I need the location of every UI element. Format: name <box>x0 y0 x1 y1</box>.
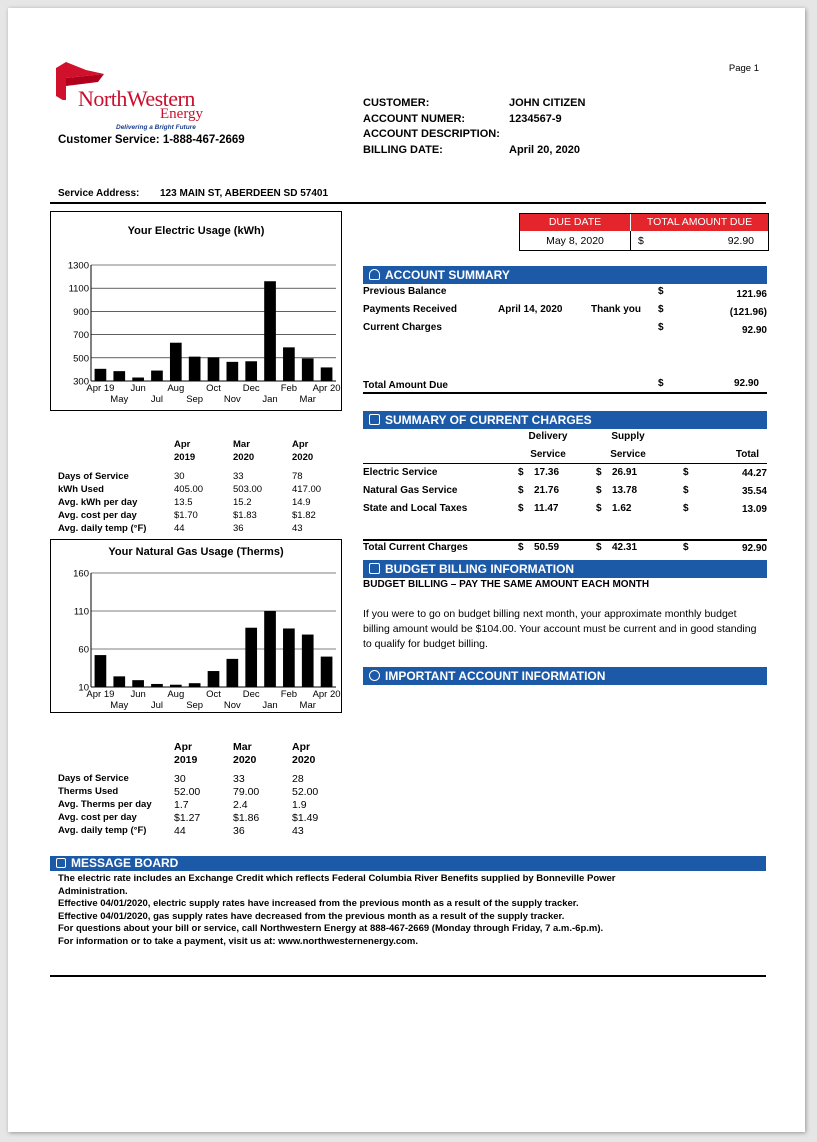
supply-amount: 13.78 <box>612 485 638 496</box>
stats-value: 405.00 <box>174 484 204 495</box>
x-tick-label: Apr 19 <box>86 689 115 700</box>
row-label: Current Charges <box>363 322 442 333</box>
stats-value: $1.27 <box>174 811 201 824</box>
bar <box>189 357 201 381</box>
stats-value: 2.4 <box>233 798 248 811</box>
account-summary-row <box>363 304 767 318</box>
stats-row <box>56 798 349 811</box>
currency: $ <box>683 485 689 496</box>
row-label: Natural Gas Service <box>363 485 458 496</box>
y-tick-label: 60 <box>78 644 89 656</box>
stats-value: 33 <box>233 471 244 482</box>
y-tick-label: 160 <box>73 568 89 580</box>
total-amount-due-label: Total Amount Due <box>363 380 448 391</box>
x-tick-label: Mar <box>299 700 316 711</box>
stats-label: Avg. daily temp (°F) <box>58 523 147 534</box>
y-tick-label: 300 <box>73 376 89 388</box>
stats-value: 33 <box>233 772 245 785</box>
customer-labels <box>363 96 500 158</box>
message-board-header <box>50 856 766 871</box>
stats-row <box>56 522 349 535</box>
divider <box>50 202 766 204</box>
grand-total: 92.90 <box>741 543 767 554</box>
bar <box>95 369 107 381</box>
billing-date: April 20, 2020 <box>509 143 580 156</box>
stats-value: 30 <box>174 471 185 482</box>
currency: $ <box>683 503 689 514</box>
delivery-amount: 21.76 <box>534 485 560 496</box>
stats-col-year: 2019 <box>174 753 198 766</box>
stats-value: 1.7 <box>174 798 189 811</box>
important-info-header <box>363 667 767 685</box>
company-logo <box>56 60 216 135</box>
stats-col-month: Apr <box>292 740 311 753</box>
total-amount-due: 92.90 <box>733 378 759 389</box>
stats-col-year: 2020 <box>292 753 316 766</box>
y-tick-label: 500 <box>73 353 89 365</box>
budget-billing-header <box>363 560 767 578</box>
currency: $ <box>596 467 602 478</box>
charge-row <box>363 503 767 517</box>
bar <box>245 361 257 381</box>
person-icon <box>369 269 380 280</box>
stats-value: 36 <box>233 824 245 837</box>
bar <box>170 343 182 381</box>
x-tick-label: May <box>110 394 129 405</box>
x-tick-label: Feb <box>280 689 298 700</box>
bill-page <box>8 8 805 1132</box>
stats-label: Therms Used <box>58 786 119 797</box>
due-date-label: DUE DATE <box>520 214 630 231</box>
stats-value: $1.82 <box>292 510 316 521</box>
bar <box>113 676 125 687</box>
stats-label: Days of Service <box>58 773 129 784</box>
logo-energy: Energy <box>160 106 204 122</box>
budget-text: If you were to go on budget billing next month, your approximate monthly budget billing amount would be $104.00. Your account must be current and in good standing to qualify for budget billing. <box>363 608 757 650</box>
stats-col-month: Mar <box>233 439 250 450</box>
stats-value: 15.2 <box>233 497 252 508</box>
row-amount: 92.90 <box>741 325 767 336</box>
message-line: Effective 04/01/2020, electric supply rates have increased from the previous month as a result of the supply tracker. <box>58 898 579 909</box>
currency: $ <box>683 467 689 478</box>
stats-row <box>56 496 349 509</box>
x-tick-label: Jul <box>150 394 164 405</box>
x-tick-label: Apr 19 <box>86 383 115 394</box>
currency: $ <box>518 503 524 514</box>
due-box <box>519 213 769 251</box>
x-tick-label: Jul <box>150 700 164 711</box>
divider <box>363 392 767 394</box>
stats-col-year: 2020 <box>233 452 255 463</box>
message-line: Effective 04/01/2020, gas supply rates have decreased from the previous month as a result of the supply tracker. <box>58 910 565 922</box>
account-number-label: ACCOUNT NUMER: <box>363 112 466 125</box>
x-tick-label: Jan <box>262 394 278 405</box>
currency: $ <box>683 542 689 553</box>
stats-value: 52.00 <box>292 785 319 798</box>
stats-value: 43 <box>292 523 303 534</box>
delivery-total: 50.59 <box>534 542 560 553</box>
x-tick-label: Jan <box>262 700 278 711</box>
service-address: 123 MAIN ST, ABERDEEN SD 57401 <box>160 188 329 199</box>
stats-value: $1.83 <box>233 510 257 521</box>
billing-date-label: BILLING DATE: <box>363 143 443 156</box>
stats-value: 44 <box>174 824 186 837</box>
supply-header-2: Service <box>610 449 646 460</box>
page-label: Page 1 <box>728 63 759 74</box>
x-tick-label: Sep <box>186 700 204 711</box>
currency: $ <box>596 503 602 514</box>
supply-amount: 1.62 <box>612 503 632 514</box>
section-title: ACCOUNT SUMMARY <box>385 268 510 282</box>
bar <box>208 357 220 381</box>
gas-stats <box>56 740 349 837</box>
row-amount: (121.96) <box>729 307 767 318</box>
electric-usage-chart <box>50 211 342 411</box>
section-title: IMPORTANT ACCOUNT INFORMATION <box>385 669 606 683</box>
stats-label: kWh Used <box>58 484 104 495</box>
y-tick-label: 1300 <box>67 260 89 272</box>
bar <box>132 680 144 687</box>
divider <box>630 231 631 250</box>
section-title: BUDGET BILLING INFORMATION <box>385 562 575 576</box>
bar <box>321 657 333 687</box>
bar <box>264 281 276 381</box>
bar <box>264 611 276 687</box>
stats-label: Days of Service <box>58 471 129 482</box>
x-tick-label: Apr 20 <box>312 689 341 700</box>
gas-usage-chart <box>50 539 342 713</box>
stats-row <box>56 470 349 483</box>
currency: $ <box>518 485 524 496</box>
delivery-amount: 17.36 <box>534 467 560 478</box>
x-tick-label: Jun <box>130 383 146 394</box>
electric-chart-plot <box>51 212 341 410</box>
stats-row <box>56 772 349 785</box>
stats-value: 52.00 <box>174 785 201 798</box>
x-tick-label: Dec <box>242 383 260 394</box>
charges-total-row <box>363 542 767 556</box>
section-title: SUMMARY OF CURRENT CHARGES <box>385 413 592 427</box>
stats-value: 30 <box>174 772 186 785</box>
bar <box>208 671 220 687</box>
stats-row <box>56 509 349 522</box>
row-label: Payments Received <box>363 304 457 315</box>
divider <box>363 539 767 541</box>
stats-row <box>56 811 349 824</box>
bar <box>95 655 107 687</box>
divider <box>50 975 766 977</box>
account-number: 1234567-9 <box>509 112 562 125</box>
badge-icon <box>369 563 380 574</box>
row-label: Electric Service <box>363 467 438 478</box>
stats-label: Avg. daily temp (°F) <box>58 825 147 836</box>
stats-value: $1.49 <box>292 811 319 824</box>
delivery-amount: 11.47 <box>534 503 559 514</box>
stats-value: 1.9 <box>292 798 307 811</box>
bar <box>151 684 163 687</box>
stats-label: Avg. kWh per day <box>58 497 138 508</box>
message-line: For questions about your bill or service, call Northwestern Energy at 888-467-2669 (Monday through Friday, 7 a.m.-6p.m). For information or to take a payment, visit us at: www.northwesternenergy.com. <box>58 923 604 947</box>
currency: $ <box>596 542 602 553</box>
charge-row <box>363 467 767 481</box>
currency: $ <box>658 286 664 297</box>
currency: $ <box>596 485 602 496</box>
divider <box>363 463 767 464</box>
chart-title: Your Electric Usage (kWh) <box>127 225 265 237</box>
total-amount: 35.54 <box>741 486 767 497</box>
message-board-text <box>58 873 618 948</box>
total-due-label: TOTAL AMOUNT DUE <box>631 214 768 231</box>
row-date: April 14, 2020 <box>498 304 563 315</box>
row-amount: 121.96 <box>736 289 767 300</box>
delivery-header-2: Service <box>530 449 566 460</box>
bar <box>302 358 314 381</box>
logo-tagline: Delivering a Bright Future <box>116 124 196 131</box>
stats-value: 28 <box>292 772 304 785</box>
logo-western: Western <box>126 86 195 111</box>
message-line: The electric rate includes an Exchange Credit which reflects Federal Columbia River Benefits supplied by Bonneville Power Administration. <box>58 873 616 897</box>
x-tick-label: Oct <box>206 689 221 700</box>
stats-value: 417.00 <box>292 484 322 495</box>
row-label: Total Current Charges <box>363 542 468 553</box>
bar <box>132 378 144 381</box>
stats-value: 79.00 <box>233 785 260 798</box>
current-charges-header <box>363 411 767 429</box>
stats-value: 36 <box>233 523 244 534</box>
stats-value: 13.5 <box>174 497 193 508</box>
stats-value: 43 <box>292 824 304 837</box>
x-tick-label: Oct <box>206 383 221 394</box>
edit-icon <box>369 414 380 425</box>
due-date: May 8, 2020 <box>546 235 604 247</box>
stats-value: $1.70 <box>174 510 198 521</box>
x-tick-label: Aug <box>167 689 185 700</box>
x-tick-label: Aug <box>167 383 185 394</box>
customer-values <box>509 96 585 158</box>
stats-col-month: Apr <box>174 740 193 753</box>
row-label: State and Local Taxes <box>363 503 468 514</box>
supply-total: 42.31 <box>612 542 638 553</box>
x-tick-label: Jun <box>130 689 146 700</box>
currency: $ <box>638 235 644 247</box>
stats-col-year: 2020 <box>233 753 257 766</box>
stats-value: 78 <box>292 471 303 482</box>
stats-col-month: Apr <box>174 439 191 450</box>
bar <box>283 347 295 381</box>
stats-label: Avg. cost per day <box>58 812 137 823</box>
account-description-label: ACCOUNT DESCRIPTION: <box>363 128 500 140</box>
charge-row <box>363 485 767 499</box>
chart-title: Your Natural Gas Usage (Therms) <box>108 546 284 558</box>
stats-value: 44 <box>174 523 185 534</box>
stats-value: 503.00 <box>233 484 263 495</box>
stats-value: $1.86 <box>233 811 260 824</box>
x-tick-label: Nov <box>223 394 241 405</box>
x-tick-label: Nov <box>223 700 241 711</box>
currency: $ <box>658 378 664 389</box>
y-tick-label: 110 <box>73 606 89 618</box>
customer-service-phone: Customer Service: 1-888-467-2669 <box>58 134 245 146</box>
stats-row <box>56 785 349 798</box>
stats-col-month: Mar <box>233 740 252 753</box>
supply-amount: 26.91 <box>612 467 638 478</box>
logo-north: North <box>78 86 127 111</box>
stats-col-month: Apr <box>292 439 309 450</box>
stats-value: 14.9 <box>292 497 311 508</box>
account-description <box>509 127 585 143</box>
section-title: MESSAGE BOARD <box>71 856 179 870</box>
supply-header: Supply <box>611 431 645 442</box>
total-amount: 44.27 <box>741 468 767 479</box>
delivery-header: Delivery <box>528 431 568 442</box>
bar <box>151 371 163 381</box>
bar <box>245 628 257 687</box>
currency: $ <box>518 542 524 553</box>
stats-row <box>56 483 349 496</box>
account-summary-row <box>363 322 767 336</box>
total-header: Total <box>735 449 759 460</box>
x-tick-label: Dec <box>242 689 260 700</box>
currency: $ <box>518 467 524 478</box>
y-tick-label: 10 <box>78 682 89 694</box>
info-icon <box>369 670 380 681</box>
total-amount: 13.09 <box>741 504 767 515</box>
gas-chart-plot <box>51 540 341 712</box>
row-note: Thank you <box>591 304 642 315</box>
customer-name: JOHN CITIZEN <box>509 97 586 109</box>
x-tick-label: Mar <box>299 394 316 405</box>
y-tick-label: 900 <box>73 306 89 318</box>
account-summary-row <box>363 286 767 300</box>
bar <box>302 635 314 687</box>
bar <box>170 685 182 687</box>
total-due-amount: 92.90 <box>727 235 754 247</box>
electric-stats <box>56 438 349 535</box>
currency: $ <box>658 322 664 333</box>
account-summary-header <box>363 266 767 284</box>
x-tick-label: Apr 20 <box>312 383 341 394</box>
bar <box>227 659 239 687</box>
x-tick-label: Feb <box>280 383 298 394</box>
x-tick-label: May <box>110 700 129 711</box>
bar <box>113 371 125 381</box>
service-address-label: Service Address: <box>58 188 140 199</box>
x-tick-label: Sep <box>186 394 204 405</box>
stats-label: Avg. cost per day <box>58 510 137 521</box>
row-label: Previous Balance <box>363 286 447 297</box>
board-icon <box>56 858 66 868</box>
currency: $ <box>658 304 664 315</box>
stats-row <box>56 824 349 837</box>
bar <box>283 628 295 687</box>
y-tick-label: 700 <box>73 330 89 342</box>
bar <box>321 367 333 381</box>
budget-subtitle: BUDGET BILLING – PAY THE SAME AMOUNT EACH MONTH <box>363 579 650 590</box>
customer-label: CUSTOMER: <box>363 97 430 109</box>
bar <box>189 683 201 687</box>
bar <box>227 362 239 381</box>
y-tick-label: 1100 <box>68 283 89 295</box>
stats-label: Avg. Therms per day <box>58 799 152 810</box>
stats-col-year: 2020 <box>292 452 314 463</box>
stats-col-year: 2019 <box>174 452 196 463</box>
